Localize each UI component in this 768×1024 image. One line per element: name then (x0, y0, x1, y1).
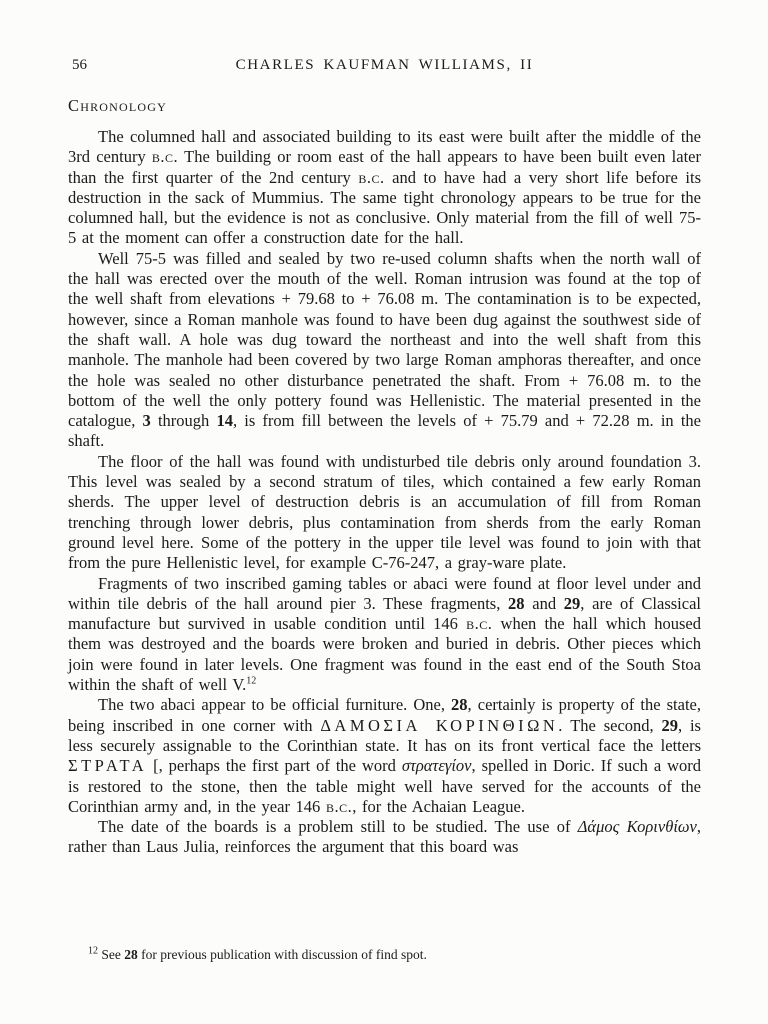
text-run: Fragments of two inscribed gaming tables or abaci were found at floor level under and within tile debris of the hall around pier 3. These fragments, (68, 573, 701, 613)
text-run: 28 (508, 593, 525, 613)
paragraph (68, 574, 701, 696)
text-run: b.c. (358, 167, 385, 187)
text-run: The building or room east of the hall appears to have been built even later than the first quarter of the 2nd century (68, 147, 701, 187)
text-run: b.c. (151, 147, 179, 167)
text-run: 12 (88, 945, 98, 957)
text-run: , spelled in Doric. If such a word is restored to the stone, then the table might well have served for the accounts of the Corinthian army and, in the year 146 (68, 756, 702, 816)
text-run: , rather than Laus Julia, reinforces the argument that this board was (68, 817, 702, 857)
text-run: and to have had a very short life before its destruction in the sack of Mummius. The same tight chronology appears to be true for the columned hall, but the evidence is not as conclusive. Only material from the fill of well 75-5 at the moment can offer a construction date for the hall. (68, 167, 701, 248)
text-run: 28 (451, 695, 468, 715)
text-run: , are of Classical manufacture but survived in usable condition until 146 (68, 593, 701, 634)
text-run: The floor of the hall was found with undisturbed tile debris only around foundation 3. This level was sealed by a second stratum of tiles, which contained a few early Roman sherds. The upper level of destruction debris is an accumulation of fill from Roman trenching through lower debris, plus contamination from sherds from the early Roman ground level here. Some of the pottery in the upper tile level was found to join with that from the pure Hellenistic level, for example C-76-247, a gray-ware plate. (68, 451, 701, 573)
paragraph (68, 452, 701, 574)
text-run: [, perhaps the first part of the word (147, 756, 402, 776)
text-run: 3 (142, 411, 151, 431)
paragraphs (68, 127, 701, 858)
text-run: Well 75-5 was filled and sealed by two re-used column shafts when the north wall of the hall was erected over the mouth of the well. Roman intrusion was found at the top of the well shaft from elevations + 79.68 to + 76.08 m. The contamination is to be expected, however, since a Roman manhole was found to have been dug against the southwest side of the shaft wall. A hole was dug toward the northeast and into the well shaft from this manhole. The manhole had been covered by two large Roman amphoras thereafter, and once the hole was sealed no other disturbance penetrated the shaft. From + 76.08 m. to the bottom of the well the only pottery found was Hellenistic. The material presented in the catalogue, (68, 248, 701, 431)
text-run: ΔΑΜΟΣΙΑ ΚΟΡΙΝΘΙΩΝ (320, 715, 559, 735)
paragraph (68, 817, 701, 858)
text-run: The date of the boards is a problem still to be studied. The use of (98, 817, 578, 837)
text-run: , for the Achaian League. (352, 796, 525, 816)
text-run: 29 (661, 715, 678, 735)
footnote (68, 946, 701, 963)
page-number: 56 (72, 57, 87, 73)
paragraph (68, 127, 701, 249)
page-header (68, 57, 701, 75)
text-run: The two abaci appear to be official furniture. One, (98, 695, 452, 715)
text-run: , is less securely assignable to the Corinthian state. It has on its front vertical face the letters (68, 715, 701, 755)
text-run: , is from fill between the levels of + 75.79 and + 72.28 m. in the shaft. (68, 411, 701, 451)
text-run: 28 (124, 947, 138, 962)
page-body (68, 57, 701, 858)
text-run: ΣΤΡΑΤΑ (68, 756, 148, 776)
section-heading: Chronology (68, 96, 168, 115)
text-run: when the hall which housed them was destroyed and the boards were broken and buried in debris. Other pieces which join were found in later levels. One fragment was found in the east end of the South Stoa within the shaft of well V. (68, 614, 701, 695)
text-run: . The second, (558, 715, 662, 735)
text-run: στρατεγίον (401, 756, 472, 776)
text-run: b.c. (466, 614, 493, 634)
running-head: CHARLES KAUFMAN WILLIAMS, II (235, 57, 534, 73)
text-run: , certainly is property of the state, being inscribed in one corner with (68, 695, 701, 735)
text-run: for previous publication with discussion of find spot. (137, 947, 427, 962)
text-run: and (524, 593, 564, 613)
text-run: b.c. (325, 796, 353, 816)
text-run: 29 (563, 593, 581, 613)
text-run: Δάμος Κορινθίων (577, 817, 697, 837)
paragraph (68, 249, 701, 452)
text-run: 12 (246, 675, 257, 687)
paragraph (68, 695, 701, 817)
text-run: The columned hall and associated building to its east were built after the middle of the 3rd century (68, 127, 701, 167)
text-run: 14 (216, 411, 233, 431)
text-run: See (98, 947, 125, 962)
text-run: through (150, 411, 217, 431)
footnote-text (88, 947, 427, 962)
